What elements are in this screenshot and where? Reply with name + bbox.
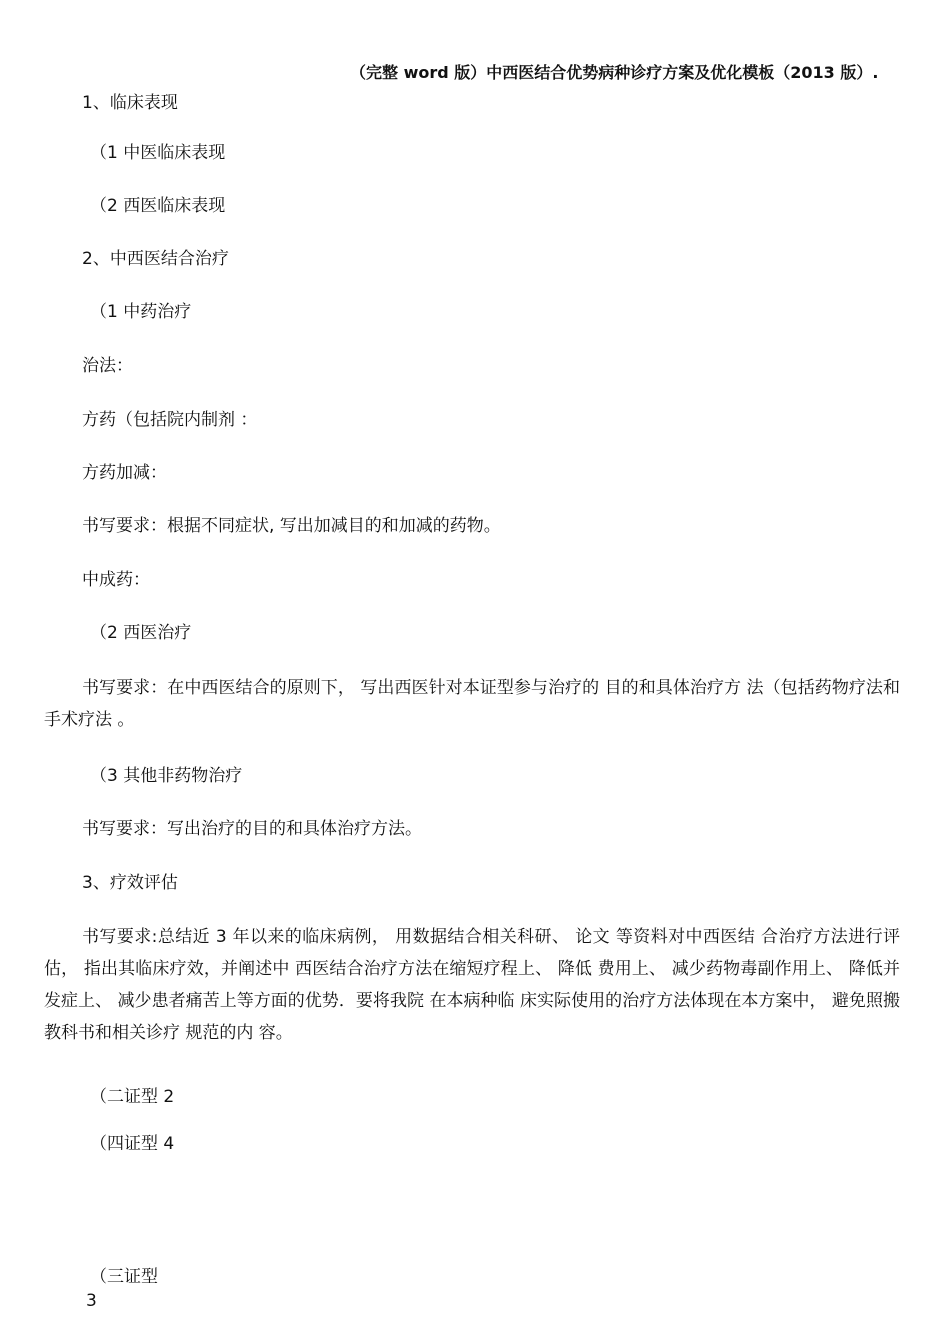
section-1-1-heading: （1 中医临床表现 — [90, 143, 226, 163]
requirement-jiajian: 书写要求：根据不同症状, 写出加减目的和加减的药物。 — [82, 516, 501, 536]
zhengxing-2-heading: （二证型 2 — [90, 1087, 175, 1107]
requirement-other: 书写要求：写出治疗的目的和具体治疗方法。 — [82, 819, 422, 839]
zhifa-label: 治法： — [82, 356, 133, 376]
section-2-title: 2、中西医结合治疗 — [82, 249, 229, 269]
section-1-title: 1、临床表现 — [82, 93, 178, 113]
zhengxing-3-number: 3 — [86, 1291, 97, 1311]
section-2-2-heading: （2 西医治疗 — [90, 623, 192, 643]
section-3-title: 3、疗效评估 — [82, 873, 178, 893]
document-header-title: （完整 word 版）中西医结合优势病种诊疗方案及优化模板（2013 版）. — [350, 63, 879, 82]
fangyao-jiajian-label: 方药加减： — [82, 463, 167, 483]
section-2-1-heading: （1 中药治疗 — [90, 302, 192, 322]
requirement-evaluation: 书写要求:总结近 3 年以来的临床病例， 用数据结合相关科研、 论文 等资料对中西医结 合治疗方法进行评估， 指出其临床疗效，并阐述中 西医结合治疗方法在缩短疗程上、 降低 费用上、 减少药物毒副作用上、 降低并发症上、 减少患者痛苦上等方面的优势．要将我院 在本病种临 床实际使用的治疗方法体现在本方案中， 避免照搬教科书和相关诊疗 规范的内 容。 — [44, 927, 900, 1043]
zhengxing-4-heading: （四证型 4 — [90, 1134, 175, 1154]
section-1-2-heading: （2 西医临床表现 — [90, 196, 226, 216]
requirement-xiyi: 书写要求：在中西医结合的原则下， 写出西医针对本证型参与治疗的 目的和具体治疗方 法（包括药物疗法和手术疗法 。 — [44, 678, 900, 730]
fangyao-label: 方药（包括院内制剂 ： — [82, 410, 258, 430]
section-2-3-heading: （3 其他非药物治疗 — [90, 766, 243, 786]
zhengxing-3-label: （三证型 — [90, 1267, 158, 1287]
zhongchengyao-label: 中成药： — [82, 570, 150, 590]
